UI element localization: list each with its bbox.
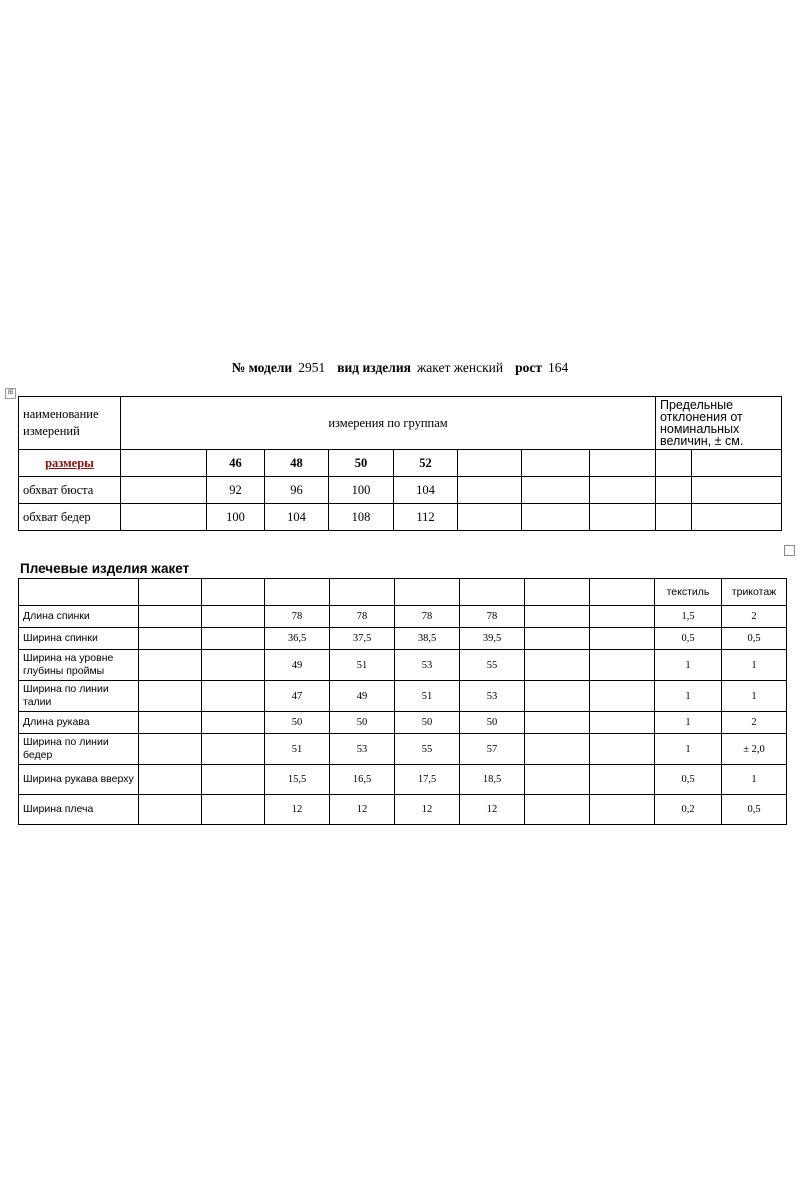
cell-blank: [525, 650, 590, 681]
cell-blank: [139, 606, 202, 628]
cell-blank: [692, 477, 782, 504]
shoulder-width-48: 12: [330, 795, 395, 825]
table-row: [19, 795, 787, 825]
cell-blank: [139, 681, 202, 712]
cell-blank: [458, 477, 522, 504]
sleeve-length-knit: 2: [722, 712, 787, 734]
cell-blank: [590, 712, 655, 734]
armhole-width-48: 51: [330, 650, 395, 681]
shoulder-width-textile: 0,2: [655, 795, 722, 825]
cell-blank: [202, 681, 265, 712]
cell-blank: [590, 734, 655, 765]
back-length-knit: 2: [722, 606, 787, 628]
header-tolerances: Предельные отклонения от номинальных величин, ± см.: [656, 397, 782, 450]
cell-blank: [330, 579, 395, 606]
row-label-shoulder-width: Ширина плеча: [19, 795, 139, 825]
row-label-hip-width: Ширина по линии бедер: [19, 734, 139, 765]
cell-blank: [202, 579, 265, 606]
armhole-width-knit: 1: [722, 650, 787, 681]
cell-blank: [202, 712, 265, 734]
row-label-back-width: Ширина спинки: [19, 628, 139, 650]
cell-blank: [121, 477, 207, 504]
back-width-knit: 0,5: [722, 628, 787, 650]
table-row: [19, 504, 782, 531]
sleeve-top-width-knit: 1: [722, 765, 787, 795]
table-row: [19, 628, 787, 650]
cell-blank: [121, 450, 207, 477]
sleeve-length-52: 50: [460, 712, 525, 734]
cell-blank: [139, 579, 202, 606]
cell-blank: [656, 477, 692, 504]
hips-48: 104: [265, 504, 329, 531]
cell-blank: [590, 650, 655, 681]
sleeve-top-width-48: 16,5: [330, 765, 395, 795]
height-label: рост: [515, 360, 543, 375]
cell-blank: [525, 712, 590, 734]
model-label: № модели: [231, 360, 293, 375]
back-width-52: 39,5: [460, 628, 525, 650]
hip-width-48: 53: [330, 734, 395, 765]
size-50: 50: [329, 450, 394, 477]
waist-width-48: 49: [330, 681, 395, 712]
cell-blank: [139, 650, 202, 681]
table-row: [19, 606, 787, 628]
cell-blank: [656, 450, 692, 477]
hip-width-50: 55: [395, 734, 460, 765]
cell-blank: [139, 765, 202, 795]
sheet-handle-bottom-right[interactable]: [784, 545, 795, 556]
row-label-sleeve-length: Длина рукава: [19, 712, 139, 734]
back-length-46: 78: [265, 606, 330, 628]
waist-width-50: 51: [395, 681, 460, 712]
sleeve-top-width-50: 17,5: [395, 765, 460, 795]
bust-46: 92: [207, 477, 265, 504]
bust-50: 100: [329, 477, 394, 504]
row-label-armhole-width: Ширина на уровне глубины проймы: [19, 650, 139, 681]
cell-blank: [525, 681, 590, 712]
measurements-table: [18, 396, 782, 531]
shoulder-width-52: 12: [460, 795, 525, 825]
cell-blank: [458, 504, 522, 531]
cell-blank: [590, 504, 656, 531]
table-row: [19, 450, 782, 477]
back-width-46: 36,5: [265, 628, 330, 650]
header-measurement-name-line2: измерений: [23, 424, 80, 438]
hip-width-46: 51: [265, 734, 330, 765]
cell-blank: [139, 712, 202, 734]
hip-width-textile: 1: [655, 734, 722, 765]
back-width-50: 38,5: [395, 628, 460, 650]
row-label-waist-width: Ширина по линии талии: [19, 681, 139, 712]
cell-blank: [590, 681, 655, 712]
cell-blank: [522, 477, 590, 504]
cell-blank: [202, 628, 265, 650]
sleeve-top-width-52: 18,5: [460, 765, 525, 795]
cell-blank: [522, 450, 590, 477]
cell-blank: [139, 628, 202, 650]
shoulder-width-46: 12: [265, 795, 330, 825]
sleeve-length-48: 50: [330, 712, 395, 734]
shoulder-width-knit: 0,5: [722, 795, 787, 825]
sleeve-length-46: 50: [265, 712, 330, 734]
product-value: жакет женский: [416, 360, 504, 375]
table-row: [19, 477, 782, 504]
model-value: 2951: [298, 360, 326, 375]
back-length-50: 78: [395, 606, 460, 628]
sleeve-top-width-46: 15,5: [265, 765, 330, 795]
cell-blank: [19, 579, 139, 606]
cell-blank: [202, 650, 265, 681]
bust-52: 104: [394, 477, 458, 504]
armhole-width-52: 55: [460, 650, 525, 681]
shoulder-products-table: [18, 578, 787, 825]
cell-blank: [692, 504, 782, 531]
header-group-measurements: измерения по группам: [121, 397, 656, 450]
sheet-handle-top-left[interactable]: ⊞: [5, 388, 16, 399]
cell-blank: [458, 450, 522, 477]
cell-blank: [202, 795, 265, 825]
back-width-48: 37,5: [330, 628, 395, 650]
cell-blank: [590, 765, 655, 795]
cell-blank: [460, 579, 525, 606]
hips-52: 112: [394, 504, 458, 531]
cell-blank: [202, 606, 265, 628]
cell-blank: [522, 504, 590, 531]
product-label: вид изделия: [337, 360, 411, 375]
header-textile: текстиль: [655, 579, 722, 606]
waist-width-52: 53: [460, 681, 525, 712]
cell-blank: [525, 765, 590, 795]
cell-blank: [692, 450, 782, 477]
shoulder-width-50: 12: [395, 795, 460, 825]
row-label-back-length: Длина спинки: [19, 606, 139, 628]
cell-blank: [590, 477, 656, 504]
hip-width-52: 57: [460, 734, 525, 765]
header-measurement-name: [19, 397, 121, 450]
sleeve-top-width-textile: 0,5: [655, 765, 722, 795]
table-row: [19, 765, 787, 795]
table-row: [19, 734, 787, 765]
table-row: [19, 650, 787, 681]
size-46: 46: [207, 450, 265, 477]
row-label-hips: обхват бедер: [19, 504, 121, 531]
hip-width-knit: ± 2,0: [722, 734, 787, 765]
cell-blank: [656, 504, 692, 531]
cell-blank: [590, 579, 655, 606]
table-row: [19, 579, 787, 606]
sleeve-length-textile: 1: [655, 712, 722, 734]
cell-blank: [590, 450, 656, 477]
armhole-width-46: 49: [265, 650, 330, 681]
section-heading: Плечевые изделия жакет: [20, 561, 190, 576]
waist-width-textile: 1: [655, 681, 722, 712]
cell-blank: [525, 628, 590, 650]
hips-46: 100: [207, 504, 265, 531]
cell-blank: [139, 734, 202, 765]
size-52: 52: [394, 450, 458, 477]
cell-blank: [590, 795, 655, 825]
cell-blank: [525, 734, 590, 765]
cell-blank: [525, 579, 590, 606]
cell-blank: [265, 579, 330, 606]
cell-blank: [202, 734, 265, 765]
height-value: 164: [548, 360, 569, 375]
armhole-width-textile: 1: [655, 650, 722, 681]
waist-width-46: 47: [265, 681, 330, 712]
back-length-48: 78: [330, 606, 395, 628]
table-row: [19, 712, 787, 734]
waist-width-knit: 1: [722, 681, 787, 712]
header-knit: трикотаж: [722, 579, 787, 606]
cell-blank: [121, 504, 207, 531]
cell-blank: [395, 579, 460, 606]
cell-blank: [525, 606, 590, 628]
cell-blank: [202, 765, 265, 795]
row-label-bust: обхват бюста: [19, 477, 121, 504]
sizes-label: размеры: [19, 450, 121, 477]
back-length-52: 78: [460, 606, 525, 628]
cell-blank: [590, 606, 655, 628]
cell-blank: [590, 628, 655, 650]
bust-48: 96: [265, 477, 329, 504]
table-row: [19, 681, 787, 712]
row-label-sleeve-top-width: Ширина рукава вверху: [19, 765, 139, 795]
sleeve-length-50: 50: [395, 712, 460, 734]
back-length-textile: 1,5: [655, 606, 722, 628]
header-measurement-name-line1: наименование: [23, 407, 99, 421]
cell-blank: [139, 795, 202, 825]
armhole-width-50: 53: [395, 650, 460, 681]
hips-50: 108: [329, 504, 394, 531]
back-width-textile: 0,5: [655, 628, 722, 650]
cell-blank: [525, 795, 590, 825]
size-48: 48: [265, 450, 329, 477]
page-title: [0, 360, 800, 376]
